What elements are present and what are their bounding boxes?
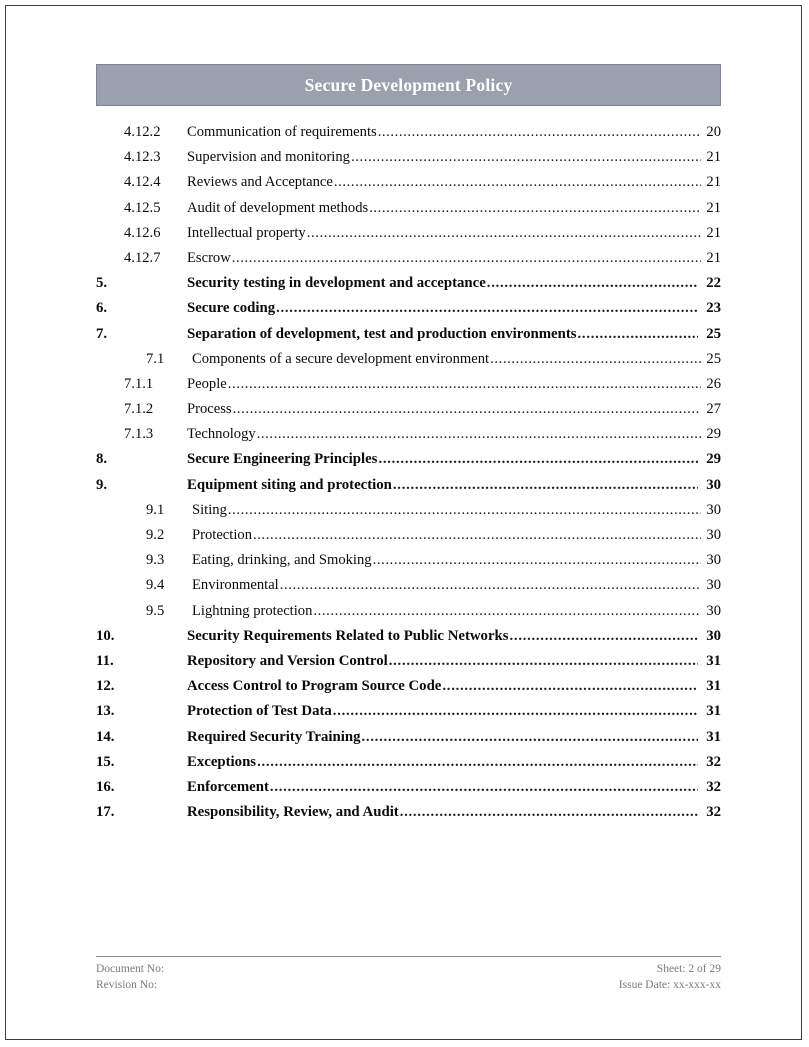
toc-entry-title: Required Security Training [187,728,361,745]
toc-entry-title: People [187,375,227,392]
revision-no-label: Revision No: [96,979,158,991]
toc-entry-page-number: 30 [706,602,721,619]
toc-entry-page-number: 31 [706,728,721,745]
toc-entry[interactable] [91,603,721,628]
toc-entry[interactable] [91,351,721,376]
toc-entry-title: Environmental [192,577,279,594]
toc-entry-title: Intellectual property [187,224,306,241]
toc-entry[interactable] [91,628,721,653]
toc-entry-page-number: 30 [706,501,721,518]
toc-entry-page-number: 22 [706,275,721,292]
toc-entry-number: 4.12.4 [124,174,161,191]
toc-dot-leader [373,552,701,567]
toc-entry[interactable] [91,577,721,602]
toc-entry-page-number: 32 [706,804,721,821]
toc-entry-title: Audit of development methods [187,199,369,216]
toc-entry-number: 10. [96,627,115,644]
toc-dot-leader [334,174,701,189]
toc-entry-page-number: 32 [706,778,721,795]
toc-entry-page-number: 29 [706,426,721,443]
toc-dot-leader [233,401,701,416]
toc-dot-leader [228,502,701,517]
toc-entry-title: Separation of development, test and production environments [187,325,577,342]
toc-entry[interactable] [91,174,721,199]
toc-entry-title: Repository and Version Control [187,652,388,669]
toc-dot-leader [400,804,698,819]
toc-dot-leader [351,149,701,164]
toc-entry[interactable] [91,804,721,829]
toc-entry-page-number: 31 [706,703,721,720]
toc-entry[interactable] [91,401,721,426]
toc-dot-leader [276,300,698,315]
toc-entry-title: Components of a secure development environment [192,350,490,367]
toc-entry-number: 11. [96,652,114,669]
toc-entry-number: 13. [96,703,115,720]
toc-entry[interactable] [91,426,721,451]
toc-entry-page-number: 23 [706,300,721,317]
toc-entry[interactable] [91,779,721,804]
toc-entry-page-number: 31 [706,652,721,669]
toc-entry-title: Protection of Test Data [187,703,332,720]
toc-entry-number: 7.1.2 [124,401,154,418]
toc-dot-leader [378,124,701,139]
toc-entry-title: Secure coding [187,300,276,317]
toc-entry[interactable] [91,729,721,754]
toc-dot-leader [361,729,698,744]
toc-entry-title: Process [187,401,232,418]
toc-dot-leader [333,703,698,718]
toc-entry-title: Siting [192,501,227,518]
footer-left-block [96,961,164,993]
toc-entry[interactable] [91,451,721,476]
issue-date-label: Issue Date: xx-xxx-xx [618,979,721,991]
toc-dot-leader [369,200,701,215]
toc-entry[interactable] [91,300,721,325]
toc-entry[interactable] [91,502,721,527]
toc-entry-title: Protection [192,527,252,543]
toc-entry-number: 4.12.3 [124,149,161,166]
toc-entry-title: Access Control to Program Source Code [187,678,442,695]
page-content [91,64,721,829]
toc-entry-page-number: 30 [706,627,721,644]
document-page [5,5,802,1040]
toc-entry-number: 9.4 [146,577,165,594]
toc-entry-number: 4.12.7 [124,249,161,266]
page-title: Secure Development Policy [304,74,513,95]
toc-entry-page-number: 30 [706,577,721,594]
toc-entry-number: 4.12.5 [124,199,161,216]
document-title-banner [96,64,721,106]
toc-entry-page-number: 21 [706,174,721,191]
toc-entry-title: Enforcement [187,778,269,795]
toc-entry[interactable] [91,754,721,779]
toc-dot-leader [257,754,698,769]
toc-dot-leader [510,628,698,643]
toc-entry-number: 16. [96,778,115,795]
toc-entry-number: 9.3 [146,552,165,569]
toc-entry-number: 7. [96,325,108,342]
toc-entry-number: 5. [96,275,108,292]
toc-entry-page-number: 30 [706,552,721,569]
footer-columns [96,961,721,993]
toc-entry-page-number: 30 [706,527,721,543]
toc-entry-number: 7.1 [146,350,165,367]
toc-entry-title: Secure Engineering Principles [187,451,378,468]
toc-dot-leader [578,326,698,341]
toc-dot-leader [389,653,698,668]
document-no-label: Document No: [96,963,165,975]
toc-entry-title: Equipment siting and protection [187,476,392,493]
toc-entry-page-number: 21 [706,249,721,266]
toc-entry-page-number: 21 [706,149,721,166]
toc-entry-number: 7.1.1 [124,375,154,392]
toc-dot-leader [307,225,701,240]
toc-entry[interactable] [91,678,721,703]
toc-dot-leader [228,376,701,391]
toc-dot-leader [280,577,701,592]
toc-entry-number: 9. [96,476,108,493]
toc-dot-leader [393,477,698,492]
toc-entry[interactable] [91,376,721,401]
toc-dot-leader [313,603,701,618]
toc-entry-number: 4.12.2 [124,124,161,140]
toc-entry-number: 8. [96,451,108,468]
toc-dot-leader [487,275,698,290]
toc-entry[interactable] [91,552,721,577]
toc-entry[interactable] [91,703,721,728]
toc-entry-page-number: 21 [706,199,721,216]
toc-dot-leader [257,426,701,441]
toc-entry-page-number: 21 [706,224,721,241]
toc-dot-leader [232,250,701,265]
toc-entry-number: 15. [96,753,115,770]
toc-dot-leader [270,779,698,794]
toc-entry-page-number: 32 [706,753,721,770]
toc-entry-page-number: 26 [706,375,721,392]
toc-entry-title: Security Requirements Related to Public Networks [187,627,509,644]
sheet-number-label: Sheet: 2 of 29 [656,963,721,975]
page-footer [96,956,721,993]
toc-entry-page-number: 25 [706,350,721,367]
toc-entry-title: Lightning protection [192,602,313,619]
table-of-contents [91,124,721,829]
toc-entry-page-number: 27 [706,401,721,418]
toc-entry-page-number: 31 [706,678,721,695]
toc-dot-leader [490,351,701,366]
toc-entry-title: Exceptions [187,753,257,770]
toc-entry-title: Communication of requirements [187,124,377,140]
toc-entry-title: Technology [187,426,256,443]
toc-entry-number: 4.12.6 [124,224,161,241]
footer-right-block [619,961,721,993]
toc-dot-leader [378,451,698,466]
toc-entry-number: 14. [96,728,115,745]
toc-entry-number: 9.5 [146,602,165,619]
toc-entry-title: Responsibility, Review, and Audit [187,804,399,821]
toc-dot-leader [442,678,698,693]
toc-entry-title: Reviews and Acceptance [187,174,333,191]
toc-entry-page-number: 25 [706,325,721,342]
toc-entry[interactable] [91,477,721,502]
toc-entry-title: Escrow [187,249,231,266]
toc-entry-page-number: 30 [706,476,721,493]
toc-entry-number: 7.1.3 [124,426,154,443]
toc-entry[interactable] [91,653,721,678]
toc-entry[interactable] [91,275,721,300]
toc-entry[interactable] [91,124,721,149]
toc-entry-number: 12. [96,678,115,695]
toc-entry[interactable] [91,527,721,552]
toc-entry[interactable] [91,326,721,351]
toc-entry[interactable] [91,250,721,275]
toc-entry-number: 9.1 [146,501,165,518]
toc-entry-title: Supervision and monitoring [187,149,350,166]
toc-entry-title: Eating, drinking, and Smoking [192,552,372,569]
toc-entry-number: 9.2 [146,527,165,543]
footer-divider [96,956,721,957]
toc-entry-page-number: 20 [706,124,721,140]
toc-dot-leader [253,527,701,542]
toc-entry-number: 17. [96,804,115,821]
toc-entry[interactable] [91,225,721,250]
toc-entry[interactable] [91,200,721,225]
toc-entry-page-number: 29 [706,451,721,468]
toc-entry[interactable] [91,149,721,174]
toc-entry-title: Security testing in development and acceptance [187,275,486,292]
toc-entry-number: 6. [96,300,108,317]
